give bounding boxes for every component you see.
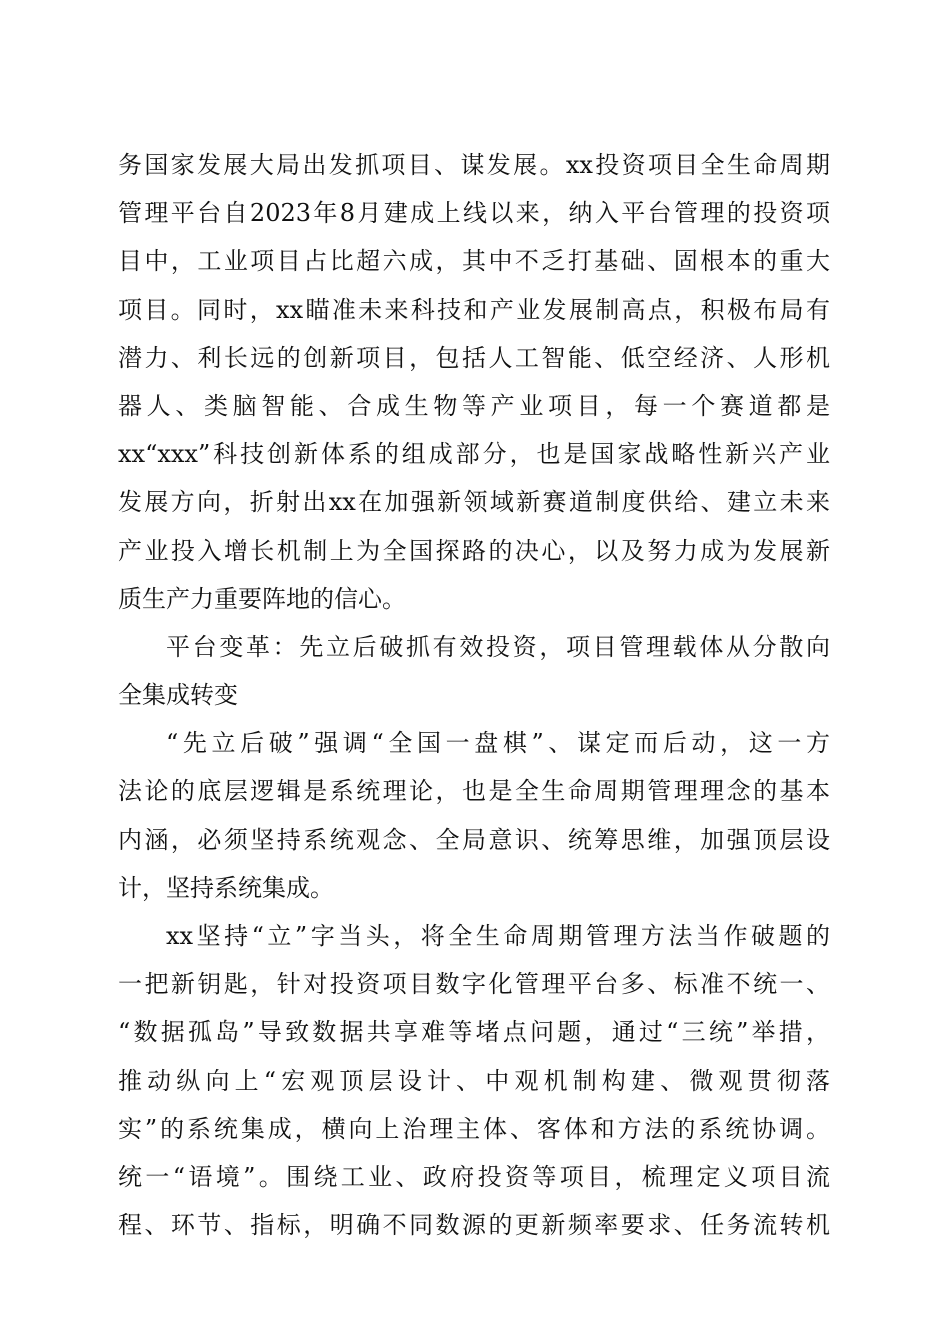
paragraph-line: xx坚持“立”字当头，将全生命周期管理方法当作破题的 [166,922,830,950]
paragraph-line: 一把新钥匙，针对投资项目数字化管理平台多、标准不统一、 [118,970,830,999]
paragraph-line: “先立后破”强调“全国一盘棋”、谋定而后动，这一方 [166,729,830,758]
paragraph-line: 计，坚持系统集成。 [118,873,334,902]
paragraph-line: 程、环节、指标，明确不同数源的更新频率要求、任务流转机 [118,1211,830,1240]
paragraph-line: xx“xxx”科技创新体系的组成部分，也是国家战略性新兴产业 [118,440,830,469]
paragraph-line: 潜力、利长远的创新项目，包括人工智能、低空经济、人形机 [118,343,830,372]
paragraph-line: 内涵，必须坚持系统观念、全局意识、统筹思维，加强顶层设 [118,825,830,854]
paragraph-line: 发展方向，折射出xx在加强新领域新赛道制度供给、建立未来 [118,488,830,517]
paragraph-line: 产业投入增长机制上为全国探路的决心，以及努力成为发展新 [118,536,830,565]
paragraph-line: 法论的底层逻辑是系统理论，也是全生命周期管理理念的基本 [118,777,830,806]
paragraph-line: 推动纵向上“宏观顶层设计、中观机制构建、微观贯彻落 [118,1066,830,1095]
paragraph-line: 务国家发展大局出发抓项目、谋发展。xx投资项目全生命周期 [118,151,830,179]
paragraph-line: 管理平台自2023年8月建成上线以来，纳入平台管理的投资项 [118,199,830,228]
paragraph-line: 统一“语境”。围绕工业、政府投资等项目，梳理定义项目流 [118,1162,830,1191]
paragraph-line: 器人、类脑智能、合成生物等产业项目，每一个赛道都是 [118,391,830,420]
section-heading-line: 全集成转变 [118,681,238,710]
paragraph-line: 质生产力重要阵地的信心。 [118,584,406,613]
paragraph-line: “数据孤岛”导致数据共享难等堵点问题，通过“三统”举措， [118,1018,830,1047]
paragraph-line: 实”的系统集成，横向上治理主体、客体和方法的系统协调。 [118,1114,830,1143]
section-heading-line: 平台变革：先立后破抓有效投资，项目管理载体从分散向 [166,632,830,661]
document-body [118,141,830,1249]
paragraph-line: 目中，工业项目占比超六成，其中不乏打基础、固根本的重大 [118,247,830,276]
paragraph-line: 项目。同时，xx瞄准未来科技和产业发展制高点，积极布局有 [118,295,830,324]
